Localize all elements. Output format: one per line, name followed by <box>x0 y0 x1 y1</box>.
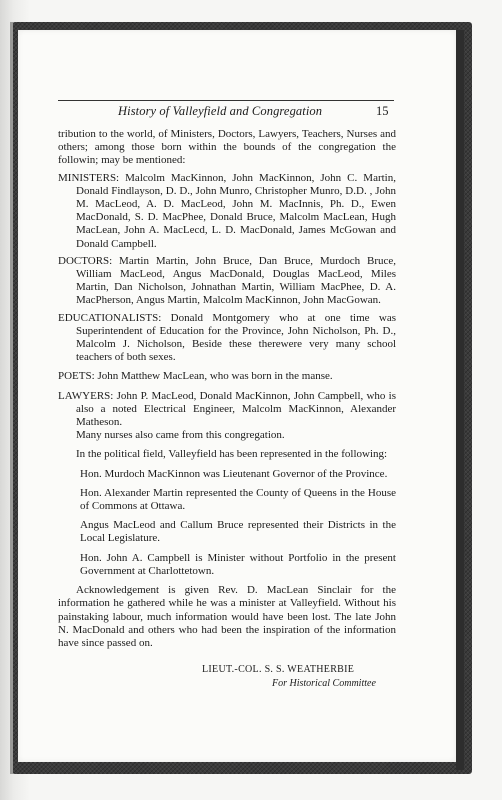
cover-edge <box>456 30 464 770</box>
ministers-list: Malcolm MacKinnon, John MacKinnon, John C. Martin, Donald Findlayson, D. D., John Munro, Christopher Munro, D.D. , John M. MacLeod, A. D. MacLeod, John M. MacInnis, Ph. D., Ewen MacDonald, S. D. MacPhee, Donald Bruce, Malcolm MacLean, Hugh MacLean, John A. MacLecd, L. D. MacDonald, James McGowan and Donald Campbell. <box>76 171 396 250</box>
intro-paragraph: tribution to the world, of Ministers, Doctors, Lawyers, Teachers, Nurses and others; among those born within the bounds of the congregation the followin; may be mentioned: <box>58 128 396 167</box>
lawyers-label: LAWYERS: <box>58 389 114 402</box>
political-item-2: Hon. Alexander Martin represented the County of Queens in the House of Commons at Ottawa. <box>80 486 396 513</box>
political-item-1: Hon. Murdoch MacKinnon was Lieutenant Governor of the Province. <box>80 467 388 480</box>
page-body <box>58 128 396 650</box>
doctors-paragraph <box>58 255 396 308</box>
political-item-4: Hon. John A. Campbell is Minister without Portfolio in the present Government at Charlottetown. <box>80 551 396 577</box>
political-item-3: Angus MacLeod and Callum Bruce represented their Districts in the Local Legislature. <box>80 519 396 545</box>
political-intro: In the political field, Valleyfield has been represented in the following: <box>76 448 388 461</box>
ministers-paragraph <box>58 172 396 251</box>
acknowledgement-paragraph: Acknowledgement is given Rev. D. MacLean Sinclair for the information he gathered while he was a minister at Valleyfield. Without his painstaking labour, much information would have been lost. The late John N. MacDonald and others who had been the inspiration of the information have since passed on. <box>58 584 396 649</box>
educationalists-label: EDUCATIONALISTS: <box>58 311 162 324</box>
lawyers-list: John P. MacLeod, Donald MacKinnon, John Campbell, who is also a noted Electrical Engineer, Malcolm MacKinnon, Alexander Matheson. <box>76 389 396 429</box>
running-title: History of Valleyfield and Congregation <box>118 104 323 118</box>
poets-list: John Matthew MacLean, who was born in the manse. <box>94 370 333 383</box>
header-rule <box>58 100 394 101</box>
poets-label: POETS: <box>58 370 95 383</box>
page-number: 15 <box>376 104 389 118</box>
signature-title: For Historical Committee <box>272 678 376 689</box>
nurses-line: Many nurses also came from this congregation. <box>76 429 285 442</box>
ministers-label: MINISTERS: <box>58 171 120 184</box>
doctors-list: Martin Martin, John Bruce, Dan Bruce, Murdoch Bruce, William MacLeod, Angus MacDonald, Douglas MacLeod, Miles Martin, Dan Nicholson, Johnathan Martin, William MacPhee, D. A. MacPherson, Angus Martin, Malcolm MacKinnon, John MacGowan. <box>76 254 396 307</box>
doctors-label: DOCTORS: <box>58 254 113 267</box>
educationalists-list: Donald Montgomery who at one time was Superintendent of Education for the Province, John Nicholson, Ph. D., Malcolm J. Nicholson, Beside these therewere very many school teachers of both sexes. <box>76 311 396 364</box>
educationalists-paragraph <box>58 312 396 365</box>
poets-paragraph <box>58 370 396 383</box>
lawyers-paragraph <box>58 390 396 430</box>
signature-name: LIEUT.-COL. S. S. WEATHERBIE <box>202 664 355 675</box>
spine-edge <box>10 22 13 774</box>
